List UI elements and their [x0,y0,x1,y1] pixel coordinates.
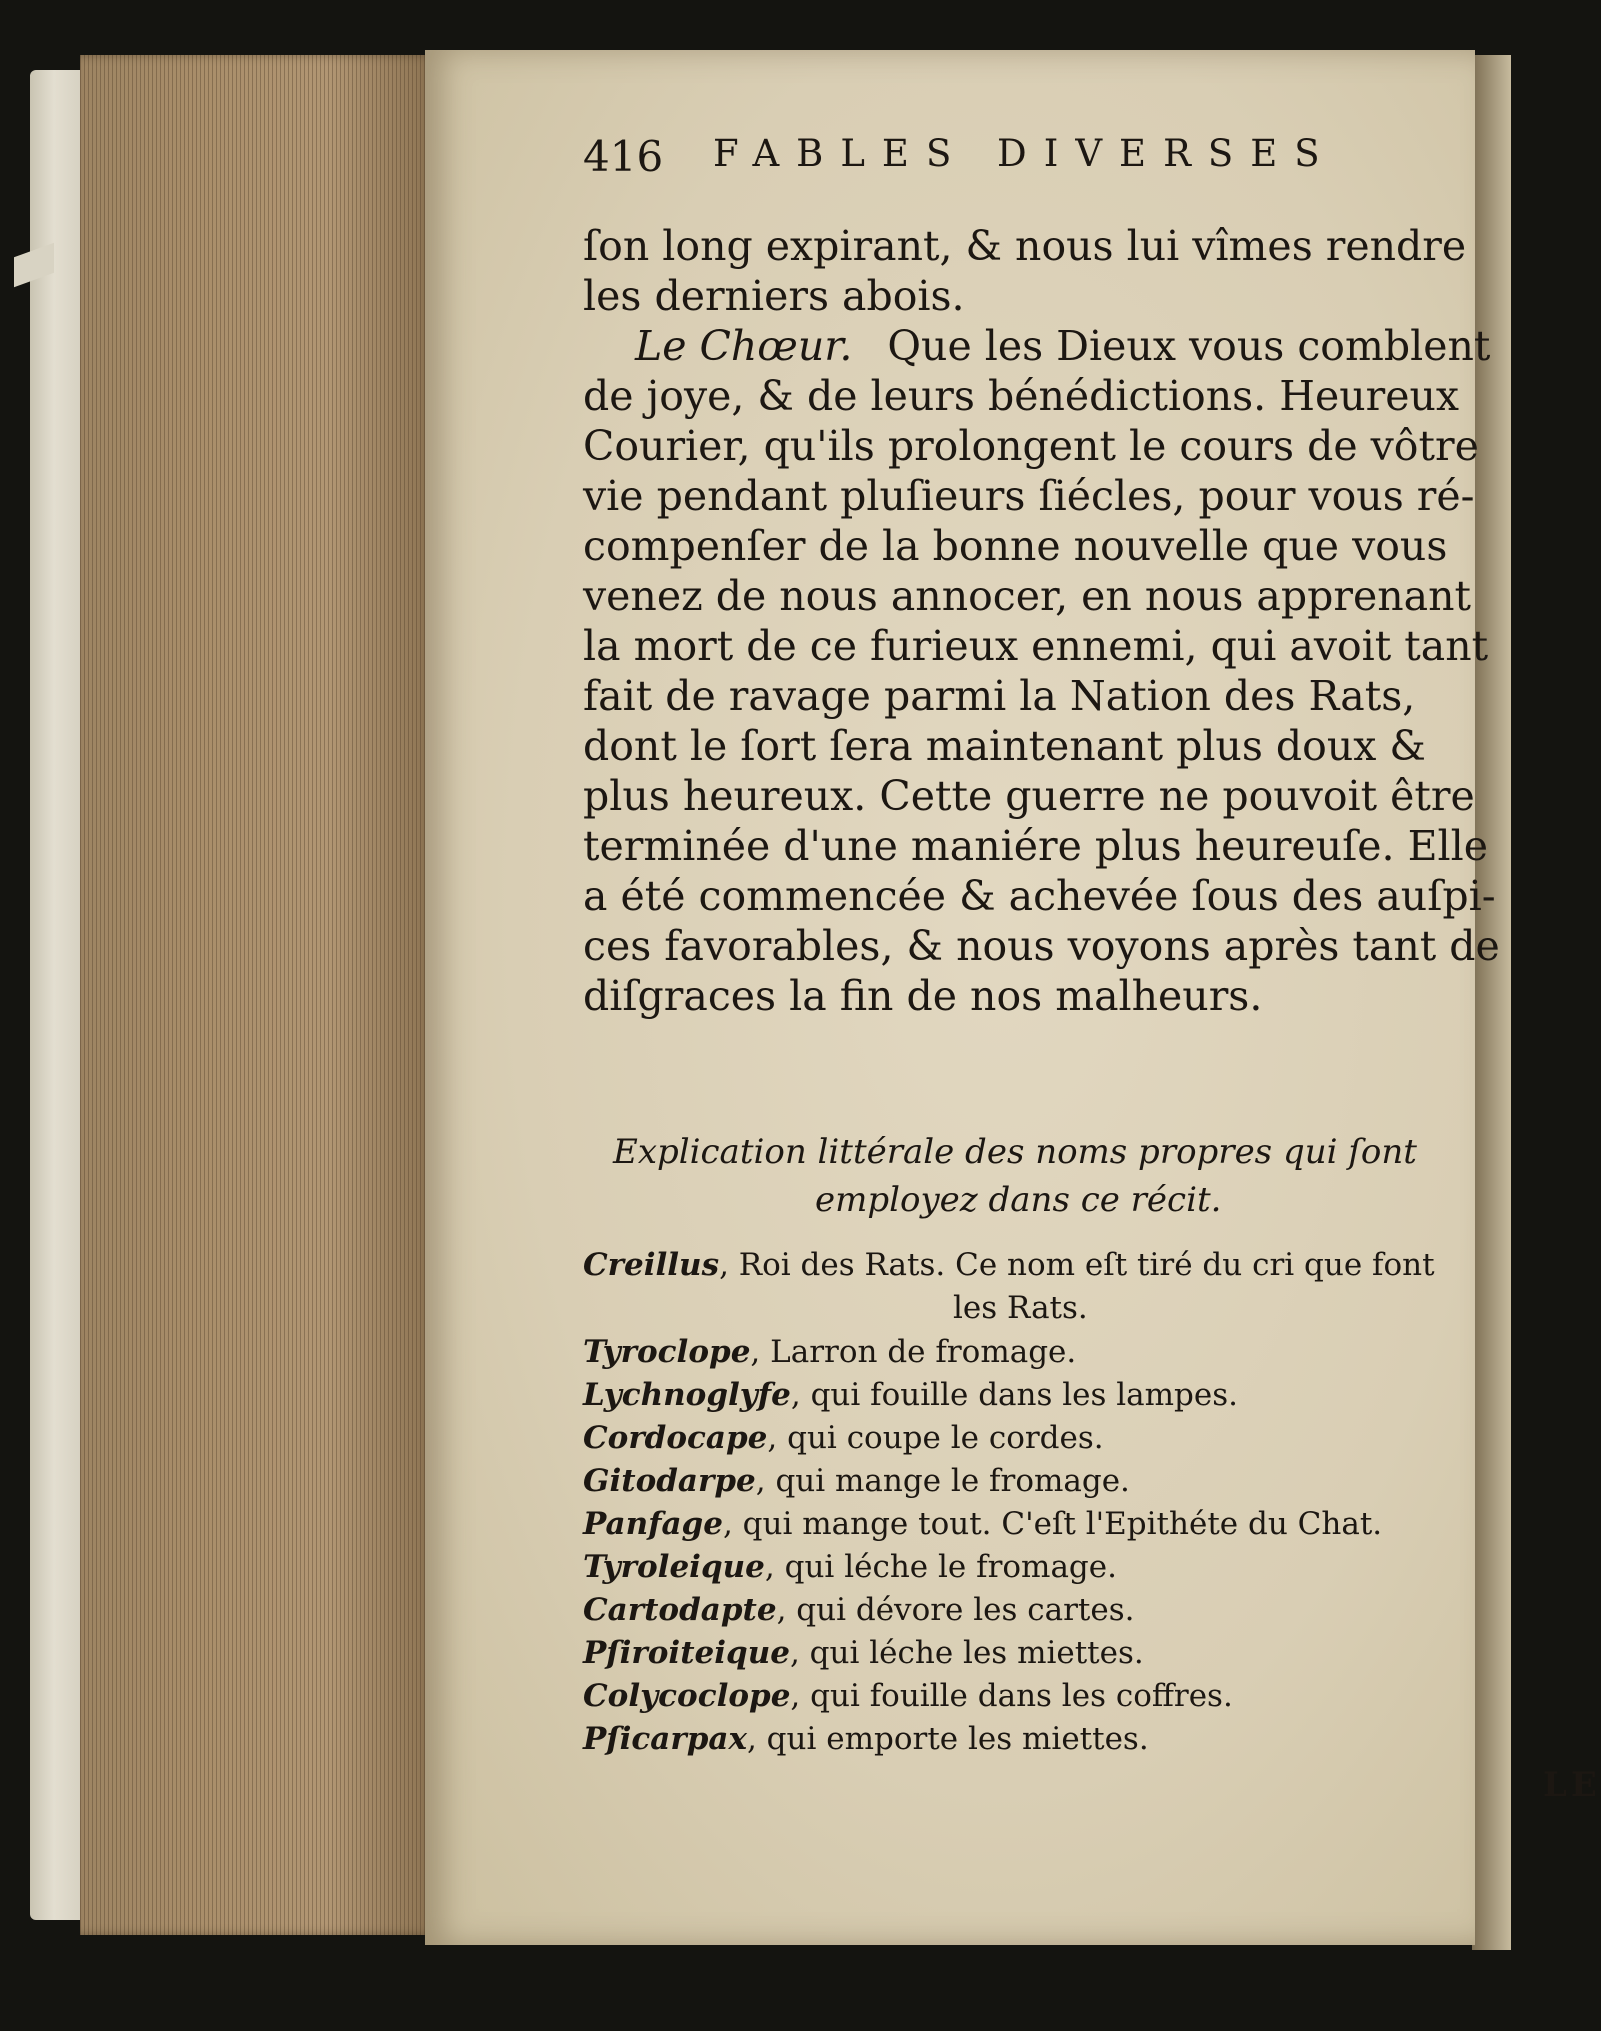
glossary-entry [583,1245,1435,1285]
choeur-line: la mort de ce furieux ennemi, qui avoit tant [583,622,1489,670]
glossary-def: , qui léche le fromage. [764,1549,1117,1585]
page-edges [80,55,435,1935]
glossary-term: Pſicarpax [583,1721,747,1757]
glossary-entry [583,1719,1149,1759]
body-line: ſon long expirant, & nous lui vîmes rendre [583,222,1467,270]
glossary-def: , qui coupe le cordes. [767,1420,1104,1456]
glossary-entry [583,1461,1130,1501]
choeur-line: compenſer de la bonne nouvelle que vous [583,522,1448,570]
choeur-line: de joye, & de leurs bénédictions. Heureux [583,372,1460,420]
glossary-entry [583,1418,1104,1458]
choeur-line: a été commencée & achevée ſous des auſpi- [583,872,1496,920]
glossary-entry [583,1547,1117,1587]
page [425,50,1601,1945]
choeur-line: vie pendant pluſieurs ſiécles, pour vous ré- [583,472,1475,520]
choeur-line: ces favorables, & nous voyons après tant de [583,922,1500,970]
catchword: LE [1543,1765,1601,1805]
glossary-term: Tyroleique [583,1549,765,1585]
choeur-line: plus heureux. Cette guerre ne pouvoit être [583,772,1475,820]
choeur-text: Que les Dieux vous comblent [887,322,1491,370]
body-line: les derniers abois. [583,272,965,320]
glossary-term: Creillus [583,1247,720,1283]
glossary-def: , qui léche les miettes. [789,1635,1144,1671]
section-title: employez dans ce récit. [815,1180,1222,1220]
glossary-def: les Rats. [953,1290,1088,1326]
glossary-term: Gitodarpe [583,1463,756,1499]
choeur-line: diſgraces la fin de nos malheurs. [583,972,1263,1020]
glossary-term: Lychnoglyfe [583,1377,791,1413]
glossary-def: , qui fouille dans les lampes. [790,1377,1239,1413]
glossary-entry [583,1375,1238,1415]
glossary-def: , qui mange le fromage. [755,1463,1130,1499]
glossary-entry [583,1633,1144,1673]
glossary-term: Pſiroiteique [583,1635,790,1671]
page-header [583,132,1453,192]
glossary-def: , qui fouille dans les coffres. [790,1678,1233,1714]
page-number: 416 [583,132,664,181]
glossary-term: Cordocape [583,1420,768,1456]
glossary-term: Tyroclope [583,1334,751,1370]
section-title: Explication littérale des noms propres qui ſont [613,1132,1417,1172]
glossary-entry [583,1590,1135,1630]
glossary-def: , qui dévore les cartes. [776,1592,1135,1628]
glossary-def: , qui emporte les miettes. [746,1721,1149,1757]
glossary-def: , qui mange tout. C'eſt l'Epithéte du Chat. [722,1506,1383,1542]
speaker-name: Le Chœur. [635,322,853,370]
choeur-first-line [635,322,1490,372]
choeur-line: venez de nous annocer, en nous apprenant [583,572,1471,620]
glossary-entry [583,1676,1233,1716]
glossary-term: Cartodapte [583,1592,777,1628]
choeur-line: Courier, qu'ils prolongent le cours de vôtre [583,422,1479,470]
glossary-def: , Roi des Rats. Ce nom eſt tiré du cri que font [719,1247,1435,1283]
glossary-entry [953,1288,1088,1328]
glossary-term: Panfage [583,1506,723,1542]
choeur-line: dont le ſort ſera maintenant plus doux & [583,722,1426,770]
choeur-line: fait de ravage parmi la Nation des Rats, [583,672,1416,720]
glossary-def: , Larron de fromage. [750,1334,1077,1370]
glossary-entry [583,1332,1076,1372]
glossary-term: Colycoclope [583,1678,791,1714]
choeur-line: terminée d'une maniére plus heureuſe. Elle [583,822,1489,870]
running-head: FABLES DIVERSES [713,132,1337,175]
glossary-entry [583,1504,1382,1544]
